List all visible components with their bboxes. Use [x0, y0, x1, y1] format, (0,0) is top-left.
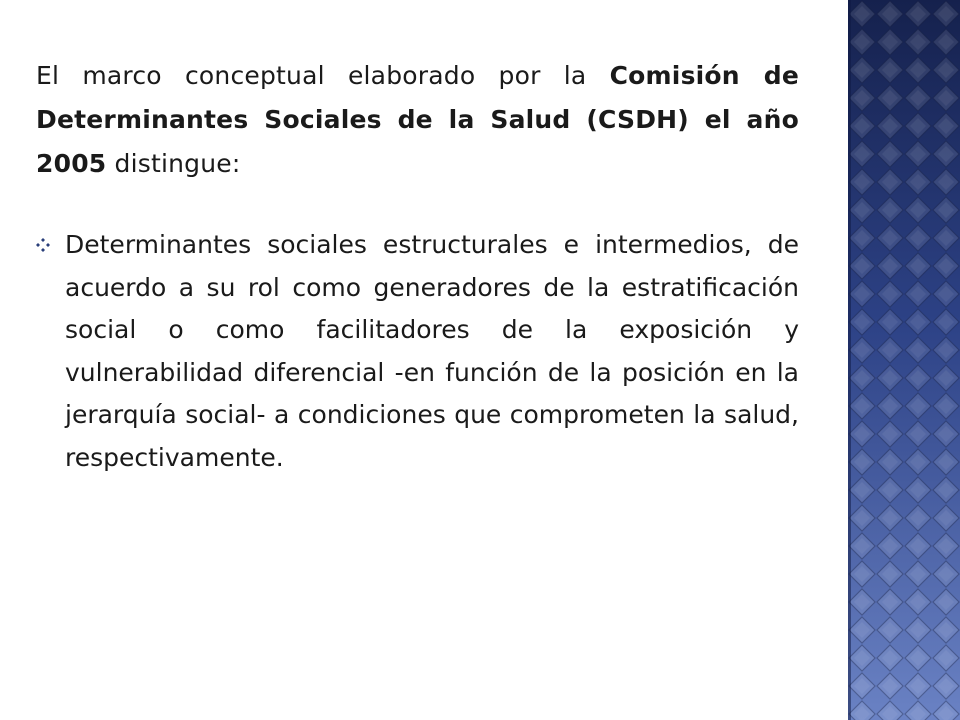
intro-suffix: distingue: [106, 149, 241, 178]
intro-bold-commission: Comisión de Determinantes Sociales de la Salud (CSDH) el año 2005 [36, 61, 799, 178]
diamond-pattern-icon [848, 0, 960, 720]
decorative-sidebar [848, 0, 960, 720]
bullet-list [36, 224, 799, 479]
diamond-bullet-icon [36, 238, 50, 252]
intro-paragraph [36, 54, 799, 186]
intro-prefix: El marco conceptual elaborado por la [36, 61, 610, 90]
bullet-item-determinants [36, 224, 799, 479]
slide-content [36, 54, 799, 479]
bullet-text: Determinantes sociales estructurales e intermedios, de acuerdo a su rol como generadores de la estratificación social o como facilitadores de la exposición y vulnerabilidad diferencial -en función de la posición en la jerarquía social- a condiciones que comprometen la salud, respectivamente. [65, 230, 799, 472]
